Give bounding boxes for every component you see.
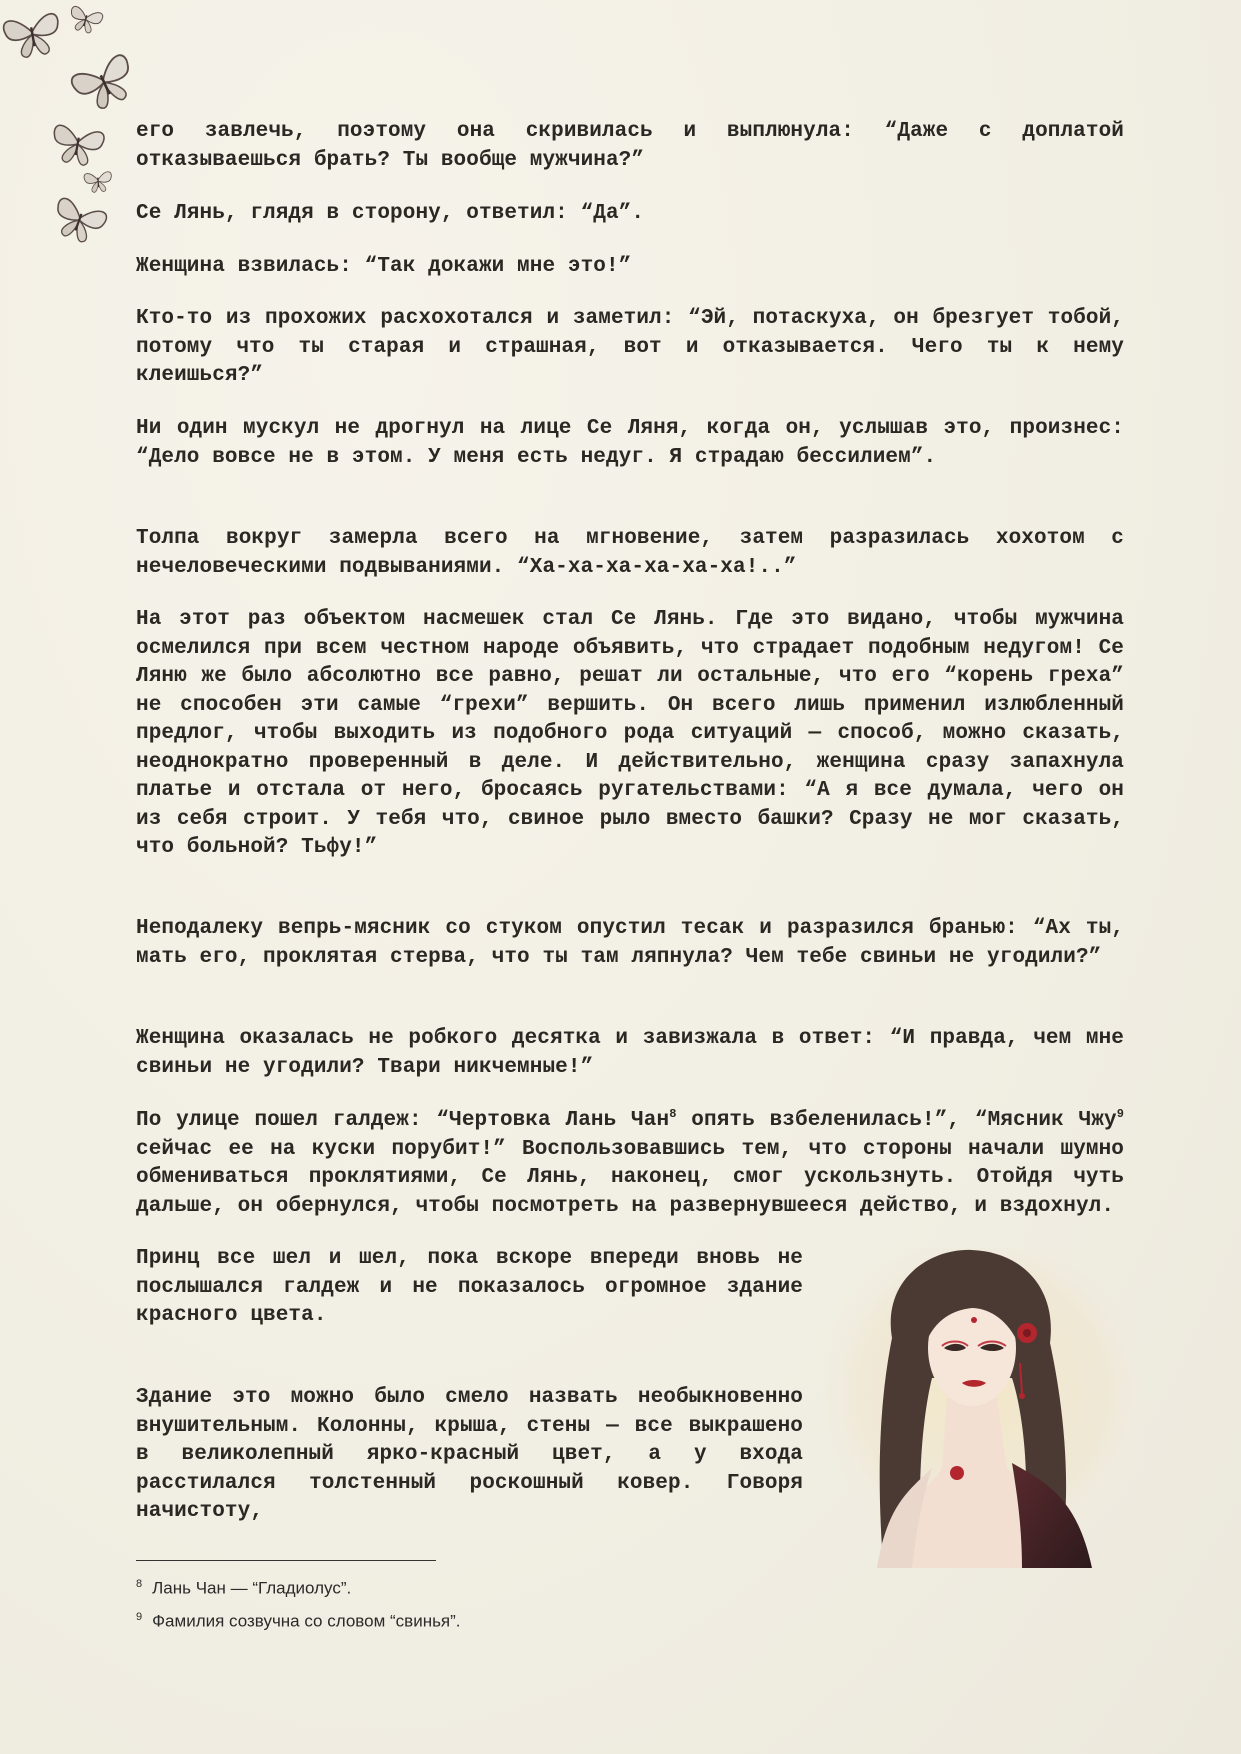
butterfly-icon — [50, 124, 106, 168]
footnote — [136, 1578, 351, 1599]
butterfly-icon — [84, 171, 113, 193]
footnote-divider — [136, 1560, 436, 1561]
paragraph-text: Здание это можно было смело назвать необыкновенно внушительным. Колонны, крыша, стены — все выкрашено в великолепный ярко-красный цвет, а у входа расстилался толстенный роскошный ковер. Говоря начистоту, — [136, 1386, 803, 1523]
footnote-number: 9 — [136, 1611, 143, 1623]
footnote-number: 8 — [136, 1578, 143, 1590]
footnote-text: Фамилия созвучна со словом “свинья”. — [152, 1611, 461, 1631]
footnote-ref[interactable]: 9 — [1116, 1107, 1124, 1121]
paragraph-text: Женщина взвилась: “Так докажи мне это!” — [136, 255, 632, 278]
paragraph-text: Принц все шел и шел, пока вскоре впереди вновь не послышался галдеж и не показалось огромное здание красного цвета. — [136, 1247, 803, 1327]
paragraph-text: Се Лянь, глядя в сторону, ответил: “Да”. — [136, 202, 645, 225]
paragraph — [136, 1025, 1124, 1082]
paragraph — [136, 1245, 803, 1331]
paragraph — [136, 118, 1124, 175]
paragraph — [136, 415, 1124, 472]
paragraph-text: Женщина оказалась не робкого десятка и завизжала в ответ: “И правда, чем мне свиньи не угодили? Твари никчемные!” — [136, 1027, 1124, 1079]
paragraph-street — [136, 1107, 1124, 1221]
paragraph-text: Неподалеку вепрь-мясник со стуком опустил тесак и разразился бранью: “Ах ты, мать его, проклятая стерва, что ты там ляпнула? Чем тебе свиньи не угодили?” — [136, 917, 1124, 969]
paragraph — [136, 305, 1124, 391]
butterfly-icon — [3, 13, 64, 61]
footnote — [136, 1611, 461, 1632]
paragraph — [136, 606, 1124, 863]
paragraph — [136, 915, 1124, 972]
paragraph — [136, 253, 1124, 282]
character-illustration — [822, 1248, 1142, 1568]
butterfly-icon — [67, 6, 104, 36]
paragraph-text: По улице пошел галдеж: “Чертовка Лань Чан$^8$ опять взбеленилась!”, “Мясник Чжу$^9$ сейчас ее на куски порубит!” Воспользовавшись тем, что стороны начали шумно обмениваться проклятиями, Се Лянь, наконец, смог ускользнуть. Отойдя чуть дальше, он обернулся, чтобы посмотреть на развернувшееся действо, и вздохнул. — [136, 1107, 1124, 1218]
footnote-ref[interactable]: 8 — [669, 1107, 677, 1121]
paragraph-text: Ни один мускул не дрогнул на лице Се Ляня, когда он, услышав это, произнес: “Дело вовсе не в этом. У меня есть недуг. Я страдаю бессилием”. — [136, 417, 1124, 469]
butterfly-icon — [69, 53, 140, 116]
paragraph-text: На этот раз объектом насмешек стал Се Лянь. Где это видано, чтобы мужчина осмелился при всем честном народе объявить, что страдает подобным недугом! Се Ляню же было абсолютно все равно, решат ли остальные, что его “корень греха” не способен эти самые “грехи” вершить. Он всего лишь применил излюбленный предлог, чтобы выходить из подобного рода ситуаций — способ, можно сказать, неоднократно проверенный в деле. И действительно, женщина сразу запахнула платье и отстала от него, бросаясь ругательствами: “А я все думала, чего он из себя строит. У тебя что, свиное рыло вместо башки? Сразу не мог сказать, что больной? Тьфу!” — [136, 608, 1124, 859]
paragraph-text: Кто-то из прохожих расхохотался и заметил: “Эй, потаскуха, он брезгует тобой, потому что ты старая и страшная, вот и отказывается. Чего ты к нему клеишься?” — [136, 307, 1124, 387]
paragraph — [136, 1384, 803, 1527]
footnote-text: Лань Чан — “Гладиолус”. — [152, 1578, 352, 1598]
paragraph-text: его завлечь, поэтому она скривилась и выплюнула: “Даже с доплатой отказываешься брать? Ты вообще мужчина?” — [136, 120, 1124, 172]
paragraph — [136, 525, 1124, 582]
butterfly-icon — [49, 197, 108, 247]
paragraph-text: Толпа вокруг замерла всего на мгновение, затем разразилась хохотом с нечеловеческими подвываниями. “Ха-ха-ха-ха-ха-ха!..” — [136, 527, 1124, 579]
paragraph — [136, 200, 1124, 229]
